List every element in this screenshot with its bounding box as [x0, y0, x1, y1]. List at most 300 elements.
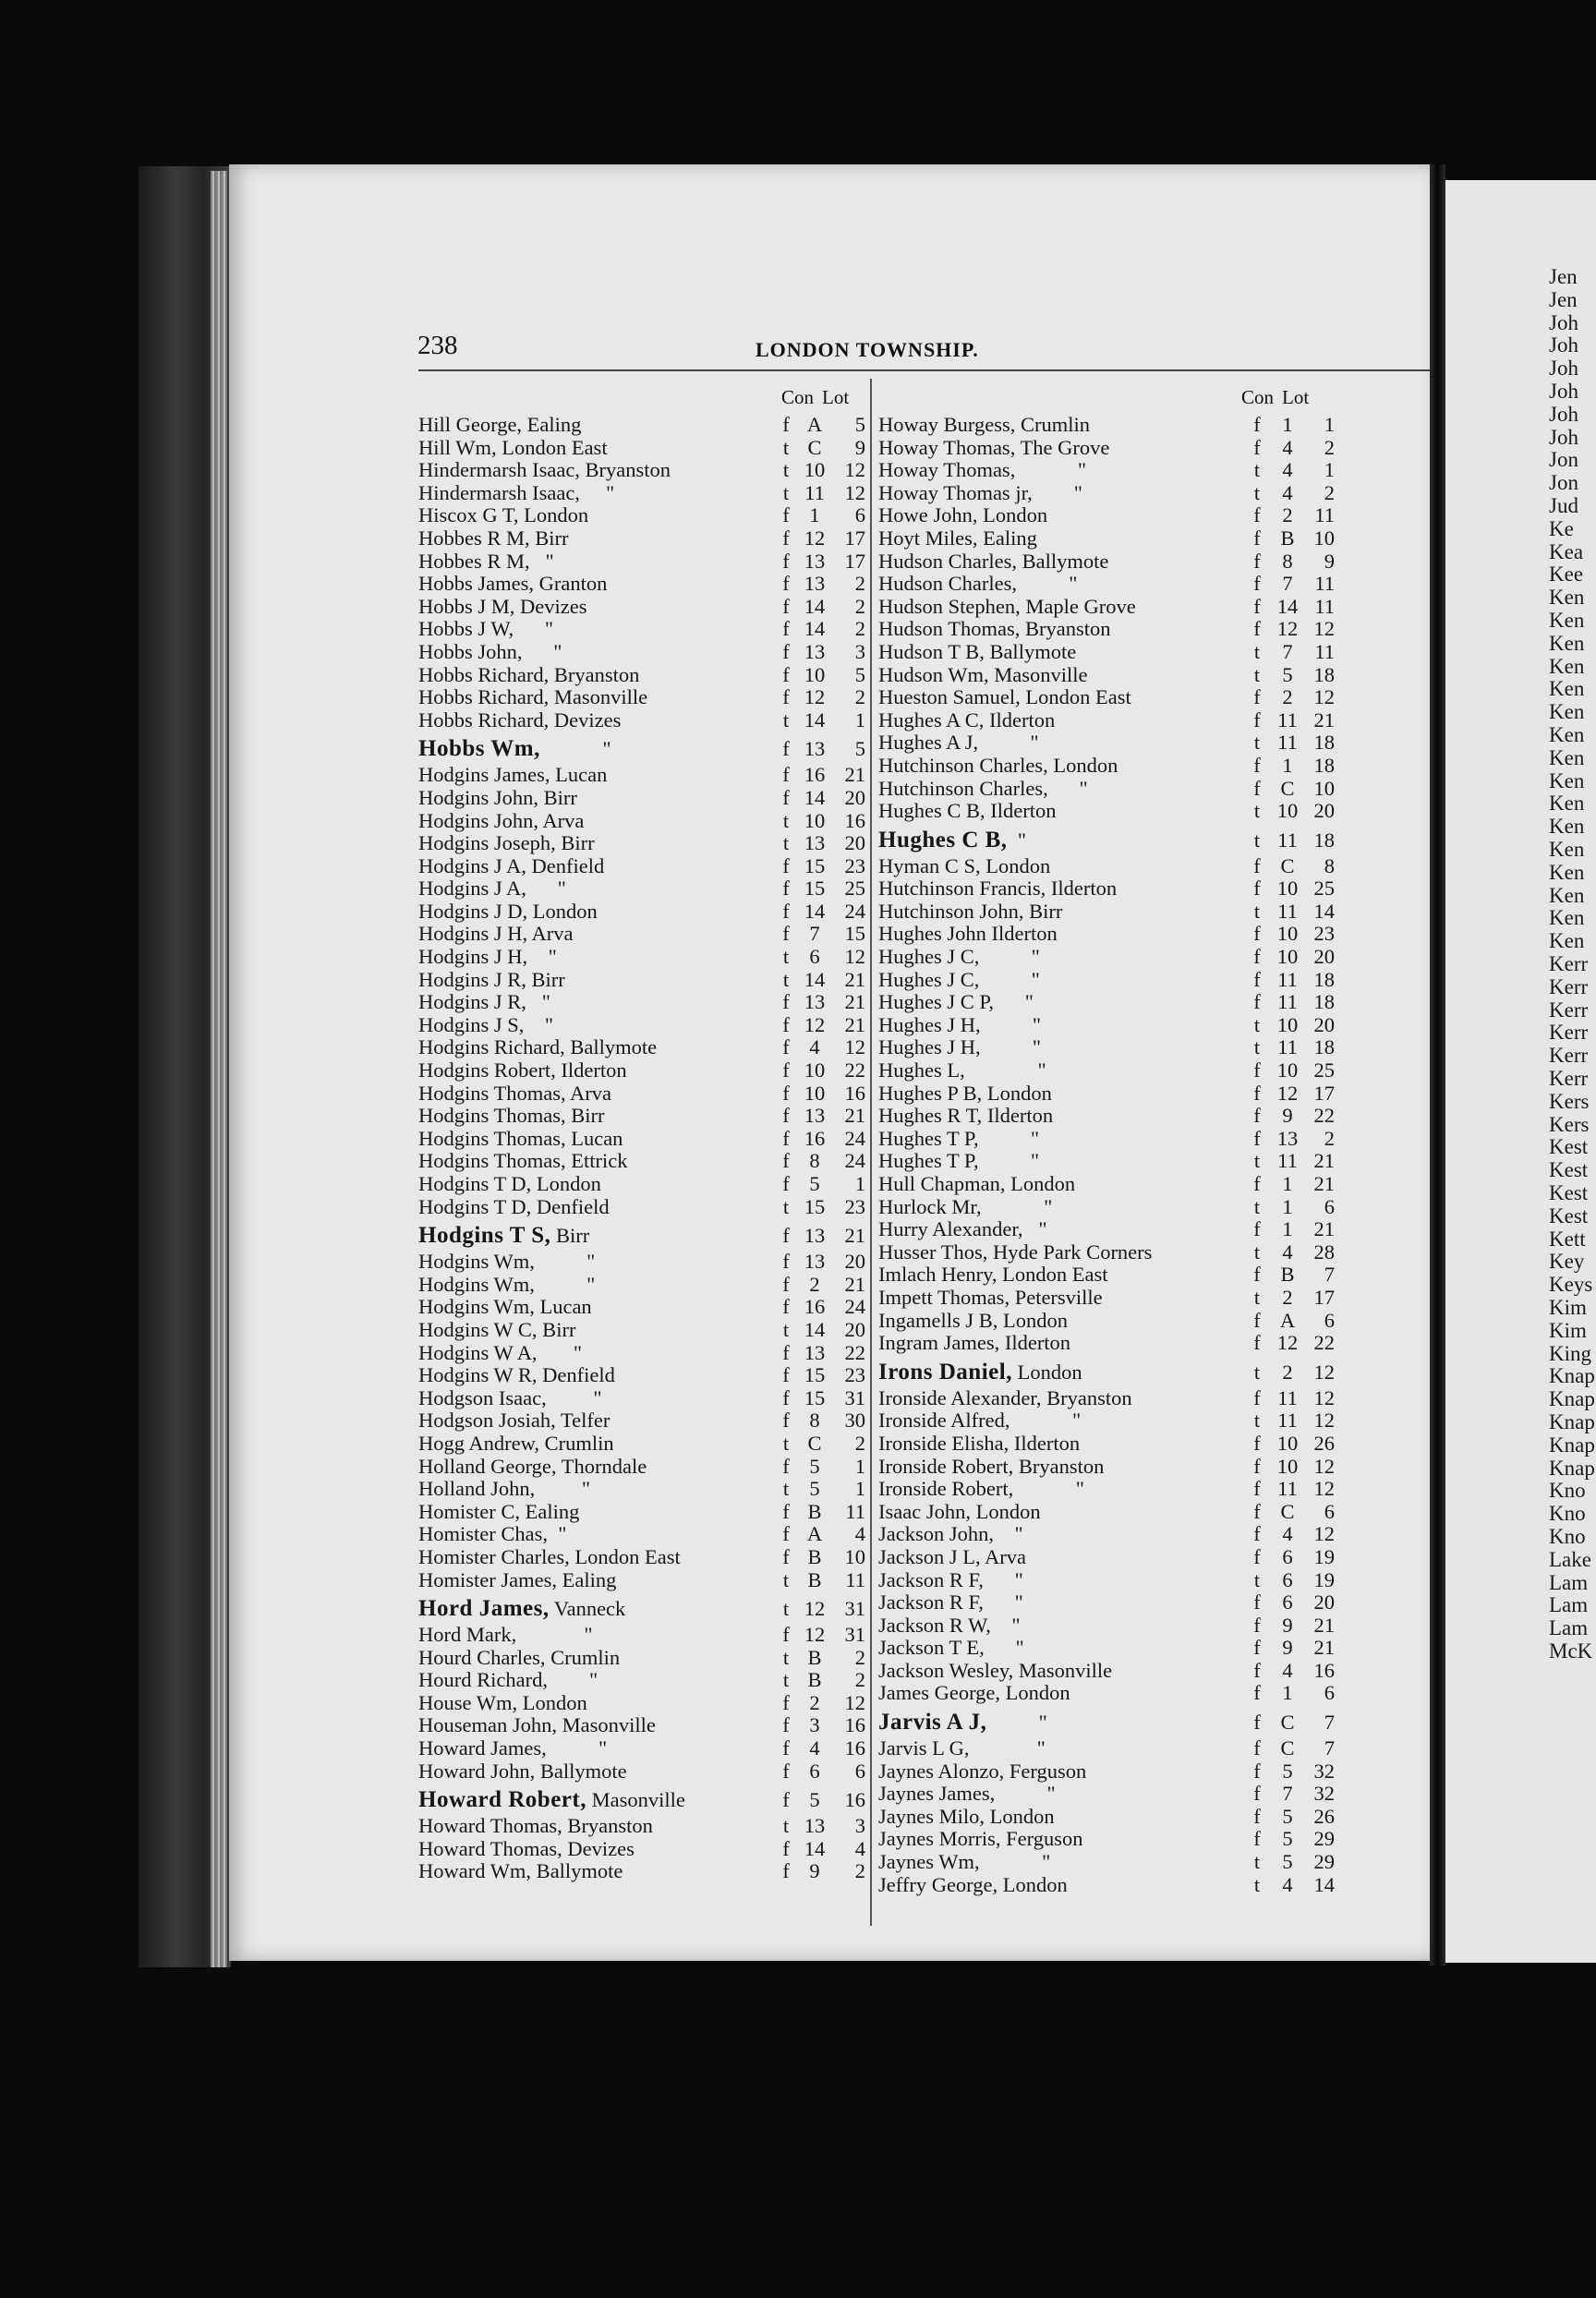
running-head: LONDON TOWNSHIP. — [756, 338, 979, 361]
entry-name — [418, 437, 608, 460]
entry-concession: 14 — [804, 967, 826, 991]
entry-lot: 19 — [1313, 1544, 1335, 1568]
entry-concession: 2 — [1282, 685, 1293, 709]
entry-tenure: t — [782, 808, 790, 832]
entry-name — [418, 810, 584, 833]
entry-concession: C — [1280, 1736, 1295, 1760]
entry-lot: 12 — [844, 458, 865, 482]
entry-name-text: Hodgins J R, " — [418, 990, 550, 1014]
entry-tenure: f — [782, 1836, 790, 1860]
entry-tenure: f — [782, 526, 790, 550]
entry-name-text: Hodgins Thomas, Arva — [418, 1081, 611, 1105]
entry-name-text: Hodgins J S, " — [418, 1012, 554, 1036]
entry-tenure: t — [1253, 1872, 1261, 1896]
entry-name — [418, 946, 557, 969]
entry-concession: 10 — [804, 662, 826, 686]
entry-tenure: t — [782, 1645, 790, 1669]
entry-concession: 1 — [809, 503, 820, 527]
entry-name-text: Hobbs Richard, Masonville — [418, 685, 648, 709]
entry-tenure: t — [1253, 799, 1261, 823]
entry-tenure: f — [782, 1690, 790, 1714]
entry-name — [878, 991, 1034, 1014]
entry-concession: 8 — [809, 1409, 820, 1433]
entry-name-text: Hindermarsh Isaac, " — [418, 480, 615, 504]
entry-name — [418, 1569, 616, 1592]
entry-tenure: f — [782, 572, 790, 596]
entry-name-text: Hodgins Robert, Ilderton — [418, 1058, 627, 1082]
entry-lot: 32 — [1313, 1759, 1335, 1783]
entry-lot: 12 — [1313, 1385, 1335, 1409]
entry-name — [418, 482, 614, 505]
entry-concession: 12 — [804, 1597, 826, 1621]
entry-name-text: Jaynes Wm, " — [878, 1850, 1051, 1874]
entry-name-text: Hiscox G T, London — [418, 503, 589, 527]
right-lot-header: Lot — [1282, 386, 1310, 408]
entry-concession: 13 — [804, 1104, 826, 1128]
facing-page-text: Knap — [1549, 1456, 1595, 1480]
entry-concession: 16 — [804, 1295, 826, 1319]
entry-concession: 14 — [804, 594, 826, 618]
entry-lot: 20 — [1313, 1012, 1335, 1036]
entry-tenure: f — [782, 413, 790, 436]
entry-concession: 11 — [1277, 731, 1298, 755]
entry-tenure: f — [782, 1035, 790, 1059]
facing-page-text: Kee — [1549, 562, 1584, 587]
entry-concession: 10 — [1276, 945, 1299, 969]
facing-page-text: Joh — [1549, 425, 1578, 449]
entry-name — [878, 877, 1117, 901]
entry-name — [418, 1173, 601, 1196]
entry-concession: 11 — [1277, 1035, 1298, 1059]
entry-name — [878, 946, 1040, 969]
entry-lot: 16 — [844, 1736, 865, 1760]
entry-name — [878, 1310, 1068, 1333]
facing-page-text: Knap — [1549, 1387, 1595, 1411]
entry-tenure: f — [1253, 1681, 1261, 1705]
entry-tenure: f — [1253, 708, 1261, 732]
entry-name-text: Jackson R W, " — [878, 1613, 1021, 1637]
entry-tenure: f — [782, 639, 790, 663]
entry-lot: 16 — [844, 808, 865, 832]
entry-name — [418, 1364, 615, 1387]
entry-name-text: Hughes P B, London — [878, 1081, 1052, 1105]
entry-tenure: f — [782, 594, 790, 618]
entry-name — [878, 596, 1136, 619]
facing-page-text: Joh — [1549, 357, 1578, 381]
facing-page-text: Jud — [1549, 494, 1578, 517]
entry-name-text: Hobbs Richard, Bryanston — [418, 662, 640, 686]
entry-tenure: f — [1253, 1385, 1261, 1409]
entry-name-text: Hodgins John, Birr — [418, 785, 577, 809]
entry-concession: 4 — [809, 1736, 820, 1760]
entry-name — [878, 482, 1082, 505]
entry-name — [878, 1173, 1075, 1196]
entry-name — [878, 1615, 1021, 1638]
entry-name — [418, 1274, 595, 1297]
facing-page-text: Jen — [1549, 287, 1578, 311]
entry-name — [418, 414, 581, 437]
entry-name-text: Jackson R F, " — [878, 1590, 1023, 1615]
entry-tenure: f — [782, 662, 790, 686]
entry-tenure: f — [1253, 1217, 1261, 1241]
entry-concession: 11 — [1277, 990, 1298, 1014]
entry-concession: 6 — [809, 1759, 820, 1783]
entry-name-text: Hodgins J D, London — [418, 899, 598, 923]
entry-lot: 1 — [1324, 413, 1335, 436]
entry-lot: 16 — [844, 1713, 865, 1737]
entry-lot: 2 — [854, 1431, 865, 1455]
entry-tenure: f — [782, 922, 790, 946]
entry-tenure: t — [1253, 1035, 1261, 1059]
entry-name — [878, 459, 1086, 482]
entry-tenure: f — [782, 785, 790, 809]
facing-page-text: Kers — [1549, 1112, 1590, 1136]
entry-name-text: Hudson Charles, Ballymote — [878, 549, 1109, 573]
entry-tenure: f — [782, 1736, 790, 1760]
entry-name — [418, 527, 569, 550]
entry-lot: 3 — [854, 1814, 865, 1838]
entry-name — [878, 1660, 1112, 1683]
entry-name — [878, 1546, 1026, 1569]
entry-concession: 9 — [1282, 1636, 1293, 1660]
entry-tenure: f — [782, 1149, 790, 1173]
entry-tenure: f — [1253, 1308, 1261, 1332]
entry-tenure: f — [1253, 526, 1261, 550]
entry-lot: 16 — [844, 1788, 865, 1812]
entry-name-text: Hodgson Isaac, " — [418, 1385, 602, 1409]
entry-lot: 30 — [844, 1409, 865, 1433]
entry-tenure: f — [1253, 435, 1261, 459]
entry-lot: 23 — [844, 1194, 865, 1218]
entry-lot: 12 — [1313, 1477, 1335, 1501]
entry-name — [878, 855, 1050, 878]
entry-name-text: Hodgins J H, Arva — [418, 922, 574, 946]
entry-name-text: Hogg Andrew, Crumlin — [418, 1431, 614, 1455]
entry-name-text: Imlach Henry, London East — [878, 1263, 1108, 1287]
entry-name — [418, 709, 621, 732]
entry-name — [878, 1264, 1107, 1287]
facing-page-text: Knap — [1549, 1433, 1595, 1457]
entry-tenure: f — [782, 1623, 790, 1647]
entry-name — [418, 1784, 685, 1815]
facing-page-fragment — [1445, 180, 1596, 1963]
entry-tenure: f — [782, 1544, 790, 1568]
entry-name — [418, 1456, 647, 1479]
entry-name-text: James George, London — [878, 1681, 1070, 1705]
entry-name-text: Hobbs J M, Devizes — [418, 594, 587, 618]
entry-name — [878, 1128, 1039, 1151]
entry-concession: 12 — [804, 685, 826, 709]
entry-name — [878, 641, 1076, 664]
entry-name — [878, 1150, 1039, 1173]
entry-concession: 10 — [1276, 1431, 1299, 1455]
entry-lot: 18 — [1313, 731, 1335, 755]
entry-name-text: Howard John, Ballymote — [418, 1759, 627, 1783]
facing-page-text: Kett — [1549, 1227, 1586, 1251]
entry-name — [418, 1220, 589, 1251]
entry-name — [418, 1815, 653, 1838]
entry-name-text: Hueston Samuel, London East — [878, 685, 1131, 709]
entry-name-text: Jaynes James, " — [878, 1782, 1056, 1806]
entry-name — [418, 991, 550, 1014]
entry-lot: 2 — [854, 572, 865, 596]
entry-name-text: Howard Thomas, Bryanston — [418, 1814, 653, 1838]
entry-tenure: f — [1253, 1736, 1261, 1760]
entry-lot: 25 — [1313, 877, 1335, 901]
entry-concession: 12 — [804, 526, 826, 550]
entry-name-text: Ingamells J B, London — [878, 1308, 1068, 1332]
entry-name — [878, 755, 1118, 778]
entry-concession: 10 — [804, 808, 826, 832]
entry-name-text: Howay Thomas, The Grove — [878, 435, 1110, 459]
entry-concession: 15 — [804, 1363, 826, 1387]
entry-name — [418, 641, 562, 664]
entry-tenure: t — [1253, 1360, 1261, 1384]
entry-name-text: Hodgins Thomas, Ettrick — [418, 1149, 628, 1173]
entry-name — [418, 1860, 623, 1883]
page-edges — [211, 171, 227, 1967]
entry-tenure: f — [782, 1012, 790, 1036]
entry-lot: 28 — [1313, 1240, 1335, 1264]
entry-lot: 9 — [1324, 549, 1335, 573]
entry-concession: C — [807, 435, 822, 459]
entry-name — [418, 1647, 620, 1670]
entry-tenure: f — [1253, 594, 1261, 618]
left-con-header: Con — [781, 386, 815, 408]
entry-concession: 10 — [1276, 1012, 1299, 1036]
entry-lot: 23 — [844, 853, 865, 877]
entry-name-text: Howard Thomas, Devizes — [418, 1836, 635, 1860]
entry-name — [418, 1478, 590, 1501]
entry-lot: 22 — [844, 1058, 865, 1082]
entry-concession: 10 — [1276, 877, 1299, 901]
entry-tenure: f — [782, 1172, 790, 1195]
entry-name — [878, 1287, 1103, 1310]
entry-lot: 21 — [1313, 1636, 1335, 1660]
entry-lot: 2 — [854, 617, 865, 641]
header-rule — [418, 369, 1536, 371]
entry-tenure: f — [1253, 753, 1261, 777]
entry-concession: B — [1280, 526, 1295, 550]
entry-name-text: Hodgins W C, Birr — [418, 1317, 576, 1341]
entry-tenure: f — [782, 1409, 790, 1433]
entry-lot: 7 — [1324, 1711, 1335, 1735]
entry-name-text: Holland John, " — [418, 1477, 591, 1501]
entry-tenure: f — [1253, 1104, 1261, 1128]
entry-lot: 25 — [844, 877, 865, 901]
entry-lot: 23 — [844, 1363, 865, 1387]
entry-name — [418, 733, 611, 764]
entry-name-text: Hodgins Thomas, Lucan — [418, 1126, 623, 1150]
facing-page-text: Kest — [1549, 1135, 1589, 1159]
entry-lot: 10 — [1313, 526, 1335, 550]
entry-tenure: f — [782, 1522, 790, 1546]
entry-concession: 4 — [1282, 458, 1293, 482]
entry-name-text: Hughes A J, " — [878, 731, 1039, 755]
facing-page-text: Joh — [1549, 310, 1578, 334]
entry-tenure: f — [1253, 617, 1261, 641]
entry-name — [418, 901, 598, 924]
entry-name — [878, 1196, 1052, 1219]
entry-lot: 21 — [1313, 1613, 1335, 1637]
entry-concession: 2 — [1282, 503, 1293, 527]
entry-tenure: f — [1253, 1522, 1261, 1546]
entry-lot: 21 — [844, 763, 865, 787]
entry-name-text: Ironside Robert, Bryanston — [878, 1454, 1105, 1478]
facing-page-text: Kest — [1549, 1181, 1589, 1204]
entry-concession: 5 — [1282, 1827, 1293, 1851]
entry-concession: 5 — [809, 1172, 820, 1195]
entry-name-text: Hourd Richard, " — [418, 1668, 598, 1692]
entry-name-text: Hodgins W A, " — [418, 1340, 583, 1364]
entry-name — [878, 1874, 1068, 1897]
entry-name-text: Hutchinson Charles, London — [878, 753, 1118, 777]
entry-name-text: Holland George, Thorndale — [418, 1454, 647, 1478]
entry-name-text: Jackson R F, " — [878, 1567, 1023, 1591]
entry-concession: 13 — [804, 1340, 826, 1364]
facing-page-text: King — [1549, 1341, 1591, 1365]
entry-tenure: f — [782, 617, 790, 641]
entry-lot: 4 — [854, 1836, 865, 1860]
entry-concession: 7 — [1282, 1782, 1293, 1806]
entry-name — [878, 1036, 1041, 1059]
entry-lot: 31 — [844, 1623, 865, 1647]
facing-page-text: Joh — [1549, 380, 1578, 403]
entry-name-bold: Irons Daniel, — [878, 1359, 1012, 1385]
entry-concession: 10 — [804, 1058, 826, 1082]
entry-name — [418, 1433, 614, 1456]
entry-lot: 12 — [1313, 1409, 1335, 1433]
entry-name — [878, 732, 1039, 755]
entry-lot: 18 — [1313, 1035, 1335, 1059]
entry-lot: 21 — [1313, 1172, 1335, 1195]
entry-lot: 10 — [844, 1544, 865, 1568]
entry-name — [418, 1150, 627, 1173]
facing-page-text: Lam — [1549, 1570, 1589, 1594]
entry-tenure: t — [782, 1814, 790, 1838]
entry-name-text: Hodgins W R, Denfield — [418, 1363, 615, 1387]
entry-name-text: Hobbs James, Granton — [418, 572, 608, 596]
entry-name-text: Hudson Thomas, Bryanston — [878, 617, 1111, 641]
entry-name-text: Vanneck — [549, 1597, 626, 1621]
facing-page-text: Ken — [1549, 792, 1585, 816]
entry-concession: 13 — [804, 1814, 826, 1838]
entry-name-text: London — [1011, 1360, 1082, 1384]
entry-concession: A — [1279, 1308, 1296, 1332]
entry-name-bold: Hughes C B, — [878, 827, 1008, 853]
entry-concession: 13 — [1276, 1126, 1299, 1150]
entry-lot: 6 — [1324, 1681, 1335, 1705]
entry-tenure: f — [1253, 1454, 1261, 1478]
entry-name-text: Hughes C B, Ilderton — [878, 799, 1057, 823]
entry-name-text: Homister Chas, " — [418, 1522, 567, 1546]
entry-name-text: Hughes J C, " — [878, 945, 1040, 969]
facing-page-text: Kest — [1549, 1203, 1589, 1228]
entry-name-bold: Hord James, — [418, 1596, 550, 1622]
entry-tenure: f — [1253, 990, 1261, 1014]
entry-name-text: Hudson Wm, Masonville — [878, 662, 1088, 686]
facing-page-text: Kerr — [1549, 1044, 1589, 1068]
entry-name — [878, 1433, 1080, 1456]
entry-concession: 11 — [1277, 1149, 1298, 1173]
entry-concession: 6 — [1282, 1567, 1293, 1591]
entry-name — [878, 1501, 1041, 1524]
entry-name — [878, 709, 1055, 732]
entry-lot: 2 — [1324, 480, 1335, 504]
entry-name — [878, 504, 1047, 527]
entry-name-text: Hill Wm, London East — [418, 435, 608, 459]
entry-concession: 16 — [804, 763, 826, 787]
entry-tenure: f — [1253, 776, 1261, 800]
entry-name-text: Ironside Alexander, Bryanston — [878, 1385, 1132, 1409]
entry-tenure: f — [782, 1295, 790, 1319]
entry-name — [878, 1105, 1053, 1128]
entry-tenure: f — [782, 1250, 790, 1274]
entry-concession: 2 — [1282, 1285, 1293, 1309]
entry-concession: 12 — [1276, 1331, 1299, 1355]
entry-lot: 18 — [1313, 990, 1335, 1014]
entry-name — [418, 1251, 595, 1274]
entry-name — [418, 1036, 657, 1059]
entry-lot: 21 — [844, 1224, 865, 1248]
facing-page-text: Kno — [1549, 1525, 1586, 1548]
entry-lot: 12 — [1313, 685, 1335, 709]
entry-concession: 13 — [804, 1250, 826, 1274]
entry-lot: 22 — [1313, 1331, 1335, 1355]
entry-name — [878, 664, 1087, 687]
entry-name — [878, 1523, 1023, 1546]
entry-concession: 14 — [804, 899, 826, 923]
facing-page-text: Kerr — [1549, 952, 1589, 975]
entry-lot: 10 — [1313, 776, 1335, 800]
entry-concession: 12 — [1276, 617, 1299, 641]
entry-concession: 9 — [809, 1859, 820, 1883]
entry-concession: 4 — [1282, 435, 1293, 459]
facing-page-text: Ke — [1549, 516, 1574, 540]
entry-tenure: f — [1253, 1477, 1261, 1501]
entry-concession: 4 — [1282, 1658, 1293, 1682]
entry-name-text: Hodgins T D, London — [418, 1172, 601, 1195]
entry-lot: 20 — [1313, 945, 1335, 969]
facing-page-text: Kno — [1549, 1479, 1586, 1503]
entry-tenure: f — [1253, 945, 1261, 969]
entry-tenure: f — [1253, 877, 1261, 901]
facing-page-text: Ken — [1549, 609, 1585, 632]
entry-tenure: t — [1253, 828, 1261, 852]
entry-name-bold: Jarvis A J, — [878, 1710, 987, 1736]
entry-lot: 6 — [854, 503, 865, 527]
entry-lot: 19 — [1313, 1567, 1335, 1591]
entry-name-text: House Wm, London — [418, 1690, 587, 1714]
entry-name-text: Impett Thomas, Petersville — [878, 1285, 1103, 1309]
entry-name — [418, 1319, 575, 1342]
entry-tenure: f — [1253, 1636, 1261, 1660]
entry-lot: 11 — [1314, 503, 1335, 527]
entry-concession: 11 — [1277, 899, 1298, 923]
entry-name — [418, 1387, 602, 1410]
entry-lot: 22 — [1313, 1104, 1335, 1128]
entry-name — [878, 1682, 1070, 1705]
entry-concession: B — [807, 1499, 822, 1523]
entry-name-text: Husser Thos, Hyde Park Corners — [878, 1240, 1153, 1264]
entry-name — [878, 923, 1058, 946]
entry-name — [418, 1669, 598, 1692]
entry-name-text: Hughes John Ilderton — [878, 922, 1058, 946]
entry-name — [418, 1082, 611, 1106]
facing-page-text: Lam — [1549, 1593, 1589, 1617]
entry-name-text: Jaynes Alonzo, Ferguson — [878, 1759, 1087, 1783]
entry-name-text: Howard James, " — [418, 1736, 608, 1760]
